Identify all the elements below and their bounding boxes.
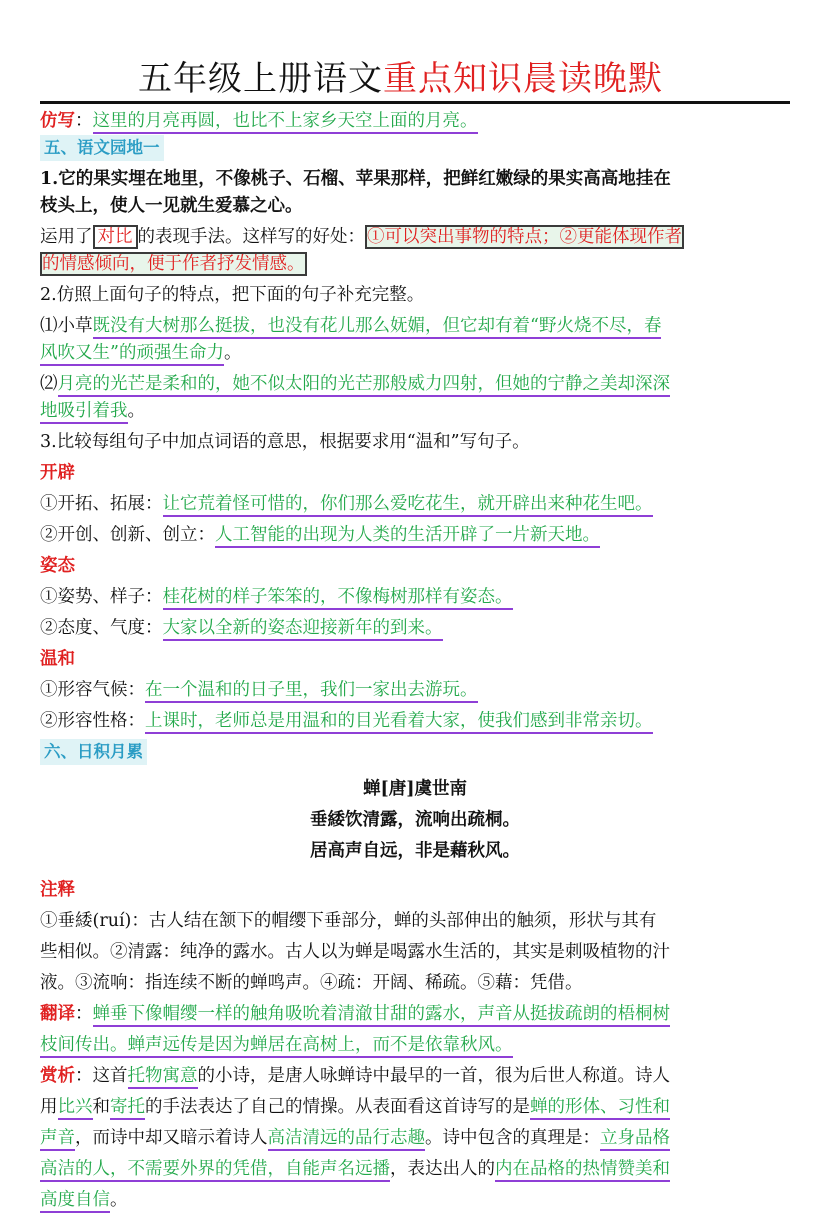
word-example: 上课时，老师总是用温和的目光看着大家，使我们感到非常亲切。 xyxy=(145,711,653,734)
word-sense: ①开拓、拓展： xyxy=(40,494,163,514)
appreciation-line-4 xyxy=(40,1156,790,1183)
q1-benefit-1: ①可以突出事物的特点；②更能体现作者 xyxy=(367,227,682,247)
q2-s2-line2 xyxy=(40,398,790,425)
notes-line-2: 些相似。②清露：纯净的露水。古人以为蝉是喝露水生活的，其实是刺吸植物的汁 xyxy=(40,942,670,962)
q3-prompt: 3.比较每组句子中加点词语的意思，根据要求用“温和”写句子。 xyxy=(40,432,530,452)
q2-s1-end: 。 xyxy=(223,343,242,363)
title-row xyxy=(40,58,790,102)
word-example: 让它荒着怪可惜的，你们那么爱吃花生，就开辟出来种花生吧。 xyxy=(163,494,653,517)
title-black: 五年级上册语文 xyxy=(138,59,383,99)
appreciation-text: 和 xyxy=(92,1097,110,1117)
word-heading: 姿态 xyxy=(40,556,75,576)
q2-s1-line1 xyxy=(40,313,790,340)
word-sense-line xyxy=(40,677,790,704)
appreciation-keyword: 比兴 xyxy=(58,1097,93,1120)
poem-title: 蝉[唐]虞世南 xyxy=(362,779,468,799)
translation-colon: ： xyxy=(75,1004,93,1024)
section-5-line xyxy=(40,135,790,162)
word-sense-line xyxy=(40,491,790,518)
q1-answer-word: 对比 xyxy=(93,225,138,249)
word-sense-line xyxy=(40,522,790,549)
q2-s2-answer-1: 月亮的光芒是柔和的，她不似太阳的光芒那般威力四射，但她的宁静之美却深深 xyxy=(58,374,671,397)
appreciation-keyword: 内在品格的热情赞美和 xyxy=(495,1159,670,1182)
appreciation-keyword: 寄托 xyxy=(110,1097,145,1120)
appreciation-text: 。诗中包含的真理是： xyxy=(425,1128,600,1148)
appreciation-label: 赏析 xyxy=(40,1066,75,1086)
q2-prompt: 2.仿照上面句子的特点，把下面的句子补充完整。 xyxy=(40,285,425,305)
notes-line-3: 液。③流响：指连续不断的蝉鸣声。④疏：开阔、稀疏。⑤藉：凭借。 xyxy=(40,973,583,993)
word-sense: ②形容性格： xyxy=(40,711,145,731)
word-sense: ②开创、创新、创立： xyxy=(40,525,215,545)
q2-s2-pre: ⑵ xyxy=(40,374,58,394)
word-heading: 开辟 xyxy=(40,463,75,483)
word-sense-line xyxy=(40,615,790,642)
fangxie-answer: 这里的月亮再圆，也比不上家乡天空上面的月亮。 xyxy=(93,111,478,134)
title-red: 重点知识晨读晚默 xyxy=(383,59,663,99)
q1-line2: 枝头上，使人一见就生爱慕之心。 xyxy=(40,196,303,216)
q1-answer-pre: 运用了 xyxy=(40,227,93,247)
fangxie-line xyxy=(40,108,790,135)
appreciation-keyword: 蝉的形体、习性和 xyxy=(530,1097,670,1120)
appreciation-keyword: 声音 xyxy=(40,1128,75,1151)
section-6-heading: 六、日积月累 xyxy=(40,739,147,765)
q1-line1: 1.它的果实埋在地里，不像桃子、石榴、苹果那样，把鲜红嫩绿的果实高高地挂在 xyxy=(40,169,671,189)
q1-answer-line xyxy=(40,224,790,251)
appreciation-colon: ： xyxy=(75,1066,93,1086)
word-sense-line xyxy=(40,708,790,735)
document-page xyxy=(40,58,790,1214)
appreciation-text: 的小诗，是唐人咏蝉诗中最早的一首，很为后世人称道。诗人 xyxy=(197,1066,670,1086)
page-title xyxy=(138,58,663,100)
word-example: 在一个温和的日子里，我们一家出去游玩。 xyxy=(145,680,478,703)
word-example: 大家以全新的姿态迎接新年的到来。 xyxy=(163,618,443,641)
translation-label: 翻译 xyxy=(40,1004,75,1024)
q1-answer-mid: 的表现手法。这样写的好处： xyxy=(137,227,365,247)
q2-s1-pre: ⑴小草 xyxy=(40,316,93,336)
word-example: 桂花树的样子笨笨的，不像梅树那样有姿态。 xyxy=(163,587,513,610)
word-sense: ②态度、气度： xyxy=(40,618,163,638)
section-5-heading: 五、语文园地一 xyxy=(40,135,164,161)
notes-label: 注释 xyxy=(40,880,75,900)
q2-s2-line1 xyxy=(40,371,790,398)
q2-s2-end: 。 xyxy=(127,401,145,421)
q2-s1-answer-2: 风吹又生”的顽强生命力 xyxy=(40,343,224,366)
q2-s1-line2 xyxy=(40,340,790,367)
translation-text-2: 枝间传出。蝉声远传是因为蝉居在高树上，而不是依靠秋风。 xyxy=(40,1035,513,1058)
appreciation-keyword: 高度自信 xyxy=(40,1190,110,1213)
appreciation-text: 的手法表达了自己的情操。从表面看这首诗写的是 xyxy=(145,1097,530,1117)
q1-benefit-line2 xyxy=(40,251,790,278)
q1-benefit-2: 的情感倾向，便于作者抒发情感。 xyxy=(42,254,305,274)
section-6-line xyxy=(40,739,790,766)
appreciation-line-5 xyxy=(40,1187,790,1214)
appreciation-keyword: 高洁清远的品行志趣 xyxy=(268,1128,426,1151)
appreciation-line-2 xyxy=(40,1094,790,1121)
appreciation-line-1 xyxy=(40,1063,790,1090)
word-sense-line xyxy=(40,584,790,611)
appreciation-text: ，而诗中却又暗示着诗人 xyxy=(75,1128,268,1148)
word-sense: ①形容气候： xyxy=(40,680,145,700)
q2-s2-answer-2: 地吸引着我 xyxy=(40,401,128,424)
word-heading: 温和 xyxy=(40,649,75,669)
fangxie-label: 仿写 xyxy=(40,111,75,131)
translation-line-1 xyxy=(40,1001,790,1028)
appreciation-keyword: 立身品格 xyxy=(600,1128,670,1151)
appreciation-text: 用 xyxy=(40,1097,58,1117)
translation-text-1: 蝉垂下像帽缨一样的触角吸吮着清澈甘甜的露水，声音从挺拔疏朗的梧桐树 xyxy=(93,1004,671,1027)
poem-line-2: 居高声自远，非是藉秋风。 xyxy=(310,841,520,861)
title-underline xyxy=(40,101,790,104)
poem-line-1: 垂緌饮清露，流响出疏桐。 xyxy=(310,810,520,830)
word-example: 人工智能的出现为人类的生活开辟了一片新天地。 xyxy=(215,525,600,548)
q2-s1-answer-1: 既没有大树那么挺拔，也没有花儿那么妩媚，但它却有着“野火烧不尽，春 xyxy=(93,316,662,339)
word-sense: ①姿势、样子： xyxy=(40,587,163,607)
translation-line-2 xyxy=(40,1032,790,1059)
appreciation-text: 。 xyxy=(110,1190,128,1210)
fangxie-colon: ： xyxy=(75,111,93,131)
appreciation-keyword: 托物寓意 xyxy=(128,1066,198,1089)
notes-line-1: ①垂緌(ruí)：古人结在颔下的帽缨下垂部分，蝉的头部伸出的触须，形状与其有 xyxy=(40,911,657,931)
appreciation-text: 这首 xyxy=(92,1066,128,1086)
appreciation-line-3 xyxy=(40,1125,790,1152)
appreciation-keyword: 高洁的人，不需要外界的凭借，自能声名远播 xyxy=(40,1159,390,1182)
appreciation-text: ，表达出人的 xyxy=(390,1159,495,1179)
